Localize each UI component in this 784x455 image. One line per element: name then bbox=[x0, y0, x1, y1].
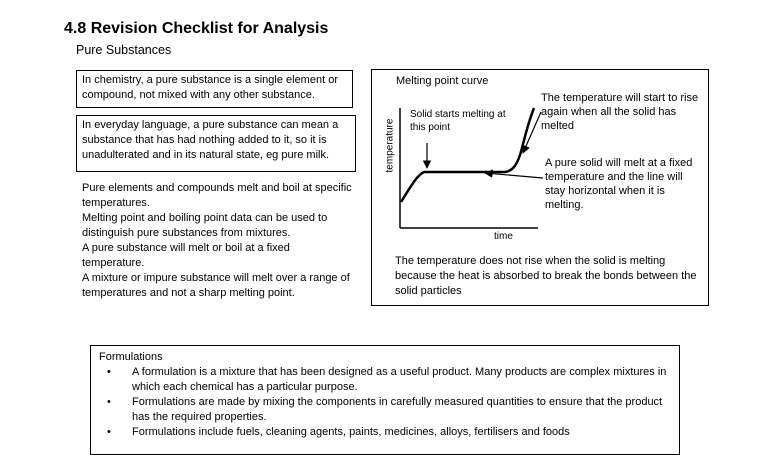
figure-caption: The temperature does not rise when the solid is melting because the heat is absorbed to break the bonds between the solid particles bbox=[395, 255, 697, 297]
annotation-solid-starts-melting: Solid starts melting at this point bbox=[410, 109, 506, 133]
page-title: 4.8 Revision Checklist for Analysis bbox=[64, 20, 329, 37]
formulations-heading: Formulations bbox=[99, 351, 163, 363]
list-item bbox=[99, 425, 671, 440]
list-item bbox=[99, 395, 671, 425]
list-item-text: Formulations include fuels, cleaning agents, paints, medicines, alloys, fertilisers and foods bbox=[132, 426, 570, 438]
bullet-icon: • bbox=[107, 426, 111, 438]
definition-box-chemistry: In chemistry, a pure substance is a single element or compound, not mixed with any other substance. bbox=[76, 70, 353, 108]
note-paragraph: A mixture or impure substance will melt over a range of temperatures and not a sharp melting point. bbox=[82, 272, 350, 299]
arrow-horizontal-plateau bbox=[485, 173, 543, 178]
list-item-text: Formulations are made by mixing the components in carefully measured quantities to ensure that the product has the required properties. bbox=[132, 396, 663, 423]
definition-box-everyday: In everyday language, a pure substance can mean a substance that has had nothing added to it, so it is unadulterated and in its natural state, eg pure milk. bbox=[76, 115, 356, 172]
section-subtitle: Pure Substances bbox=[76, 43, 172, 57]
x-axis-label: time bbox=[494, 231, 513, 242]
chart-title: Melting point curve bbox=[396, 75, 489, 87]
note-paragraph: A pure substance will melt or boil at a fixed temperature. bbox=[82, 242, 290, 269]
note-paragraph: Pure elements and compounds melt and boil at specific temperatures. bbox=[82, 182, 352, 209]
formulations-list bbox=[99, 365, 671, 440]
formulations-box bbox=[90, 345, 680, 455]
annotation-fixed-temperature: A pure solid will melt at a fixed temperature and the line will stay horizontal when it is melting. bbox=[545, 157, 693, 211]
note-paragraph: Melting point and boiling point data can be used to distinguish pure substances from mixtures. bbox=[82, 212, 328, 239]
list-item-text: A formulation is a mixture that has been designed as a useful product. Many products are complex mixtures in which each chemical has a particular purpose. bbox=[132, 366, 667, 393]
bullet-icon: • bbox=[107, 366, 111, 378]
y-axis-label: temperature bbox=[384, 118, 396, 173]
annotation-temperature-rise: The temperature will start to rise again when all the solid has melted bbox=[541, 92, 699, 132]
bullet-icon: • bbox=[107, 396, 111, 408]
list-item bbox=[99, 365, 671, 395]
